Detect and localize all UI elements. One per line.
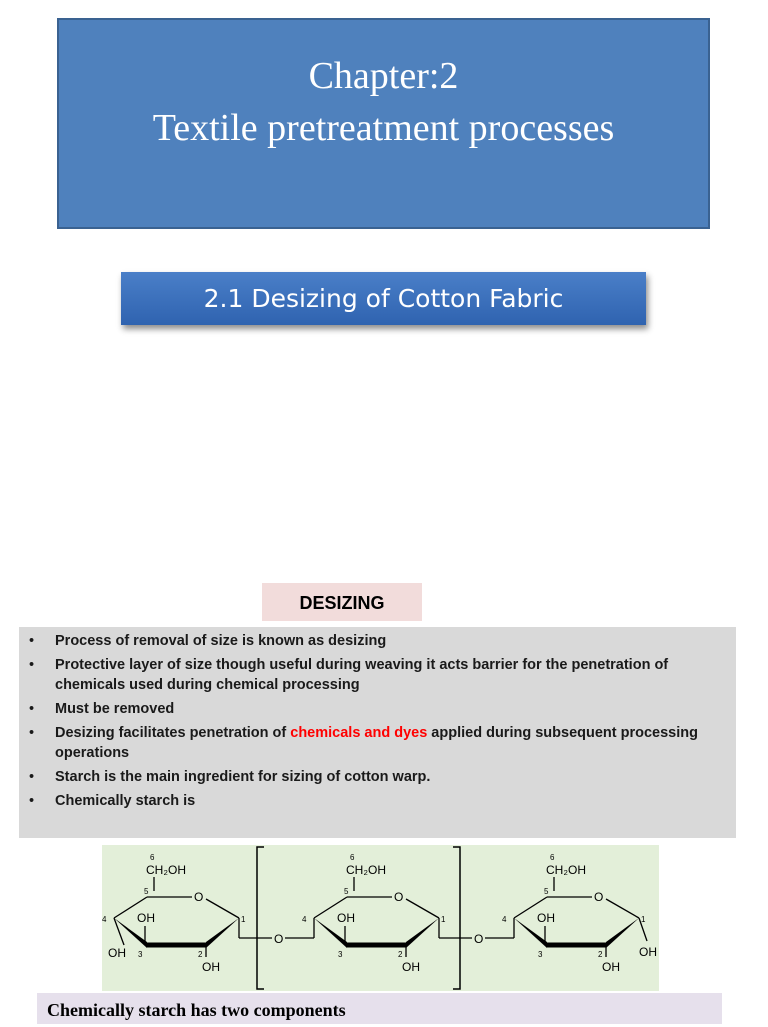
ch2oh-label: CH₂OH xyxy=(146,863,186,877)
bullet-item-chemically-starch: • Chemically starch is xyxy=(27,791,728,811)
ring-oxygen-label: O xyxy=(194,890,204,904)
oh-label-c3-up: OH xyxy=(337,911,355,925)
oh-label-c2: OH xyxy=(202,960,220,974)
carbon-number-1: 1 xyxy=(641,915,646,924)
bracket-right xyxy=(453,847,460,989)
linker-oxygen-1: O xyxy=(274,932,284,946)
wedge-c1-c2 xyxy=(606,918,639,948)
oh-label-c1-terminal: OH xyxy=(639,945,657,959)
bullet-list xyxy=(27,631,728,811)
starch-structure-diagram xyxy=(102,845,659,991)
carbon-number-4: 4 xyxy=(102,915,107,924)
carbon-number-3: 3 xyxy=(138,950,143,959)
carbon-number-5: 5 xyxy=(144,887,149,896)
wedge-c1-c2 xyxy=(406,918,439,948)
carbon-number-6: 6 xyxy=(550,853,555,862)
carbon-number-1: 1 xyxy=(441,915,446,924)
carbon-number-2: 2 xyxy=(198,950,203,959)
ch2oh-label: CH₂OH xyxy=(546,863,586,877)
section-heading: 2.1 Desizing of Cotton Fabric xyxy=(121,272,646,325)
carbon-number-5: 5 xyxy=(344,887,349,896)
bullet-item-starch-ingredient: • Starch is the main ingredient for sizing of cotton warp. xyxy=(27,767,728,787)
starch-structure-svg xyxy=(102,845,659,991)
ring-oxygen-label: O xyxy=(394,890,404,904)
chapter-title-line1: Chapter:2 xyxy=(308,55,459,97)
oh-label-c2: OH xyxy=(602,960,620,974)
carbon-number-4: 4 xyxy=(302,915,307,924)
carbon-number-4: 4 xyxy=(502,915,507,924)
oh-label-c4-terminal: OH xyxy=(108,946,126,960)
bottom-caption: Chemically starch has two components xyxy=(37,993,722,1024)
chapter-title-line2: Textile pretreatment processes xyxy=(152,107,615,149)
ring-oxygen-label: O xyxy=(594,890,604,904)
bond-o-c1 xyxy=(606,899,639,918)
carbon-number-6: 6 xyxy=(150,853,155,862)
carbon-number-3: 3 xyxy=(538,950,543,959)
carbon-number-6: 6 xyxy=(350,853,355,862)
highlight-chemicals-dyes: chemicals and dyes xyxy=(290,725,428,741)
carbon-number-2: 2 xyxy=(598,950,603,959)
bond-o-c1 xyxy=(406,899,439,918)
ch2oh-label: CH₂OH xyxy=(346,863,386,877)
bullet-item-must-be-removed: • Must be removed xyxy=(27,699,728,719)
desizing-label: DESIZING xyxy=(262,583,422,621)
bullet-text-post: applied during subsequent processing operations xyxy=(55,725,698,761)
oh-label-c2: OH xyxy=(402,960,420,974)
chapter-title-box xyxy=(57,18,710,229)
wedge-c1-c2 xyxy=(206,918,239,948)
oh-label-c3-up: OH xyxy=(137,911,155,925)
bullet-list-box xyxy=(19,627,736,838)
oh-label-c3-up: OH xyxy=(537,911,555,925)
bullet-item-penetration xyxy=(27,723,728,763)
carbon-number-5: 5 xyxy=(544,887,549,896)
bullet-text-pre: Desizing facilitates penetration of xyxy=(55,725,291,741)
carbon-number-3: 3 xyxy=(338,950,343,959)
carbon-number-1: 1 xyxy=(241,915,246,924)
bullet-item-removal: • Process of removal of size is known as desizing xyxy=(27,631,728,651)
linker-oxygen-2: O xyxy=(474,932,484,946)
bond-o-c1 xyxy=(206,899,239,918)
bullet-item-protective-layer: • Protective layer of size though useful during weaving it acts barrier for the penetration of chemicals used during chemical processing xyxy=(27,655,728,695)
bracket-left xyxy=(257,847,264,989)
carbon-number-2: 2 xyxy=(398,950,403,959)
